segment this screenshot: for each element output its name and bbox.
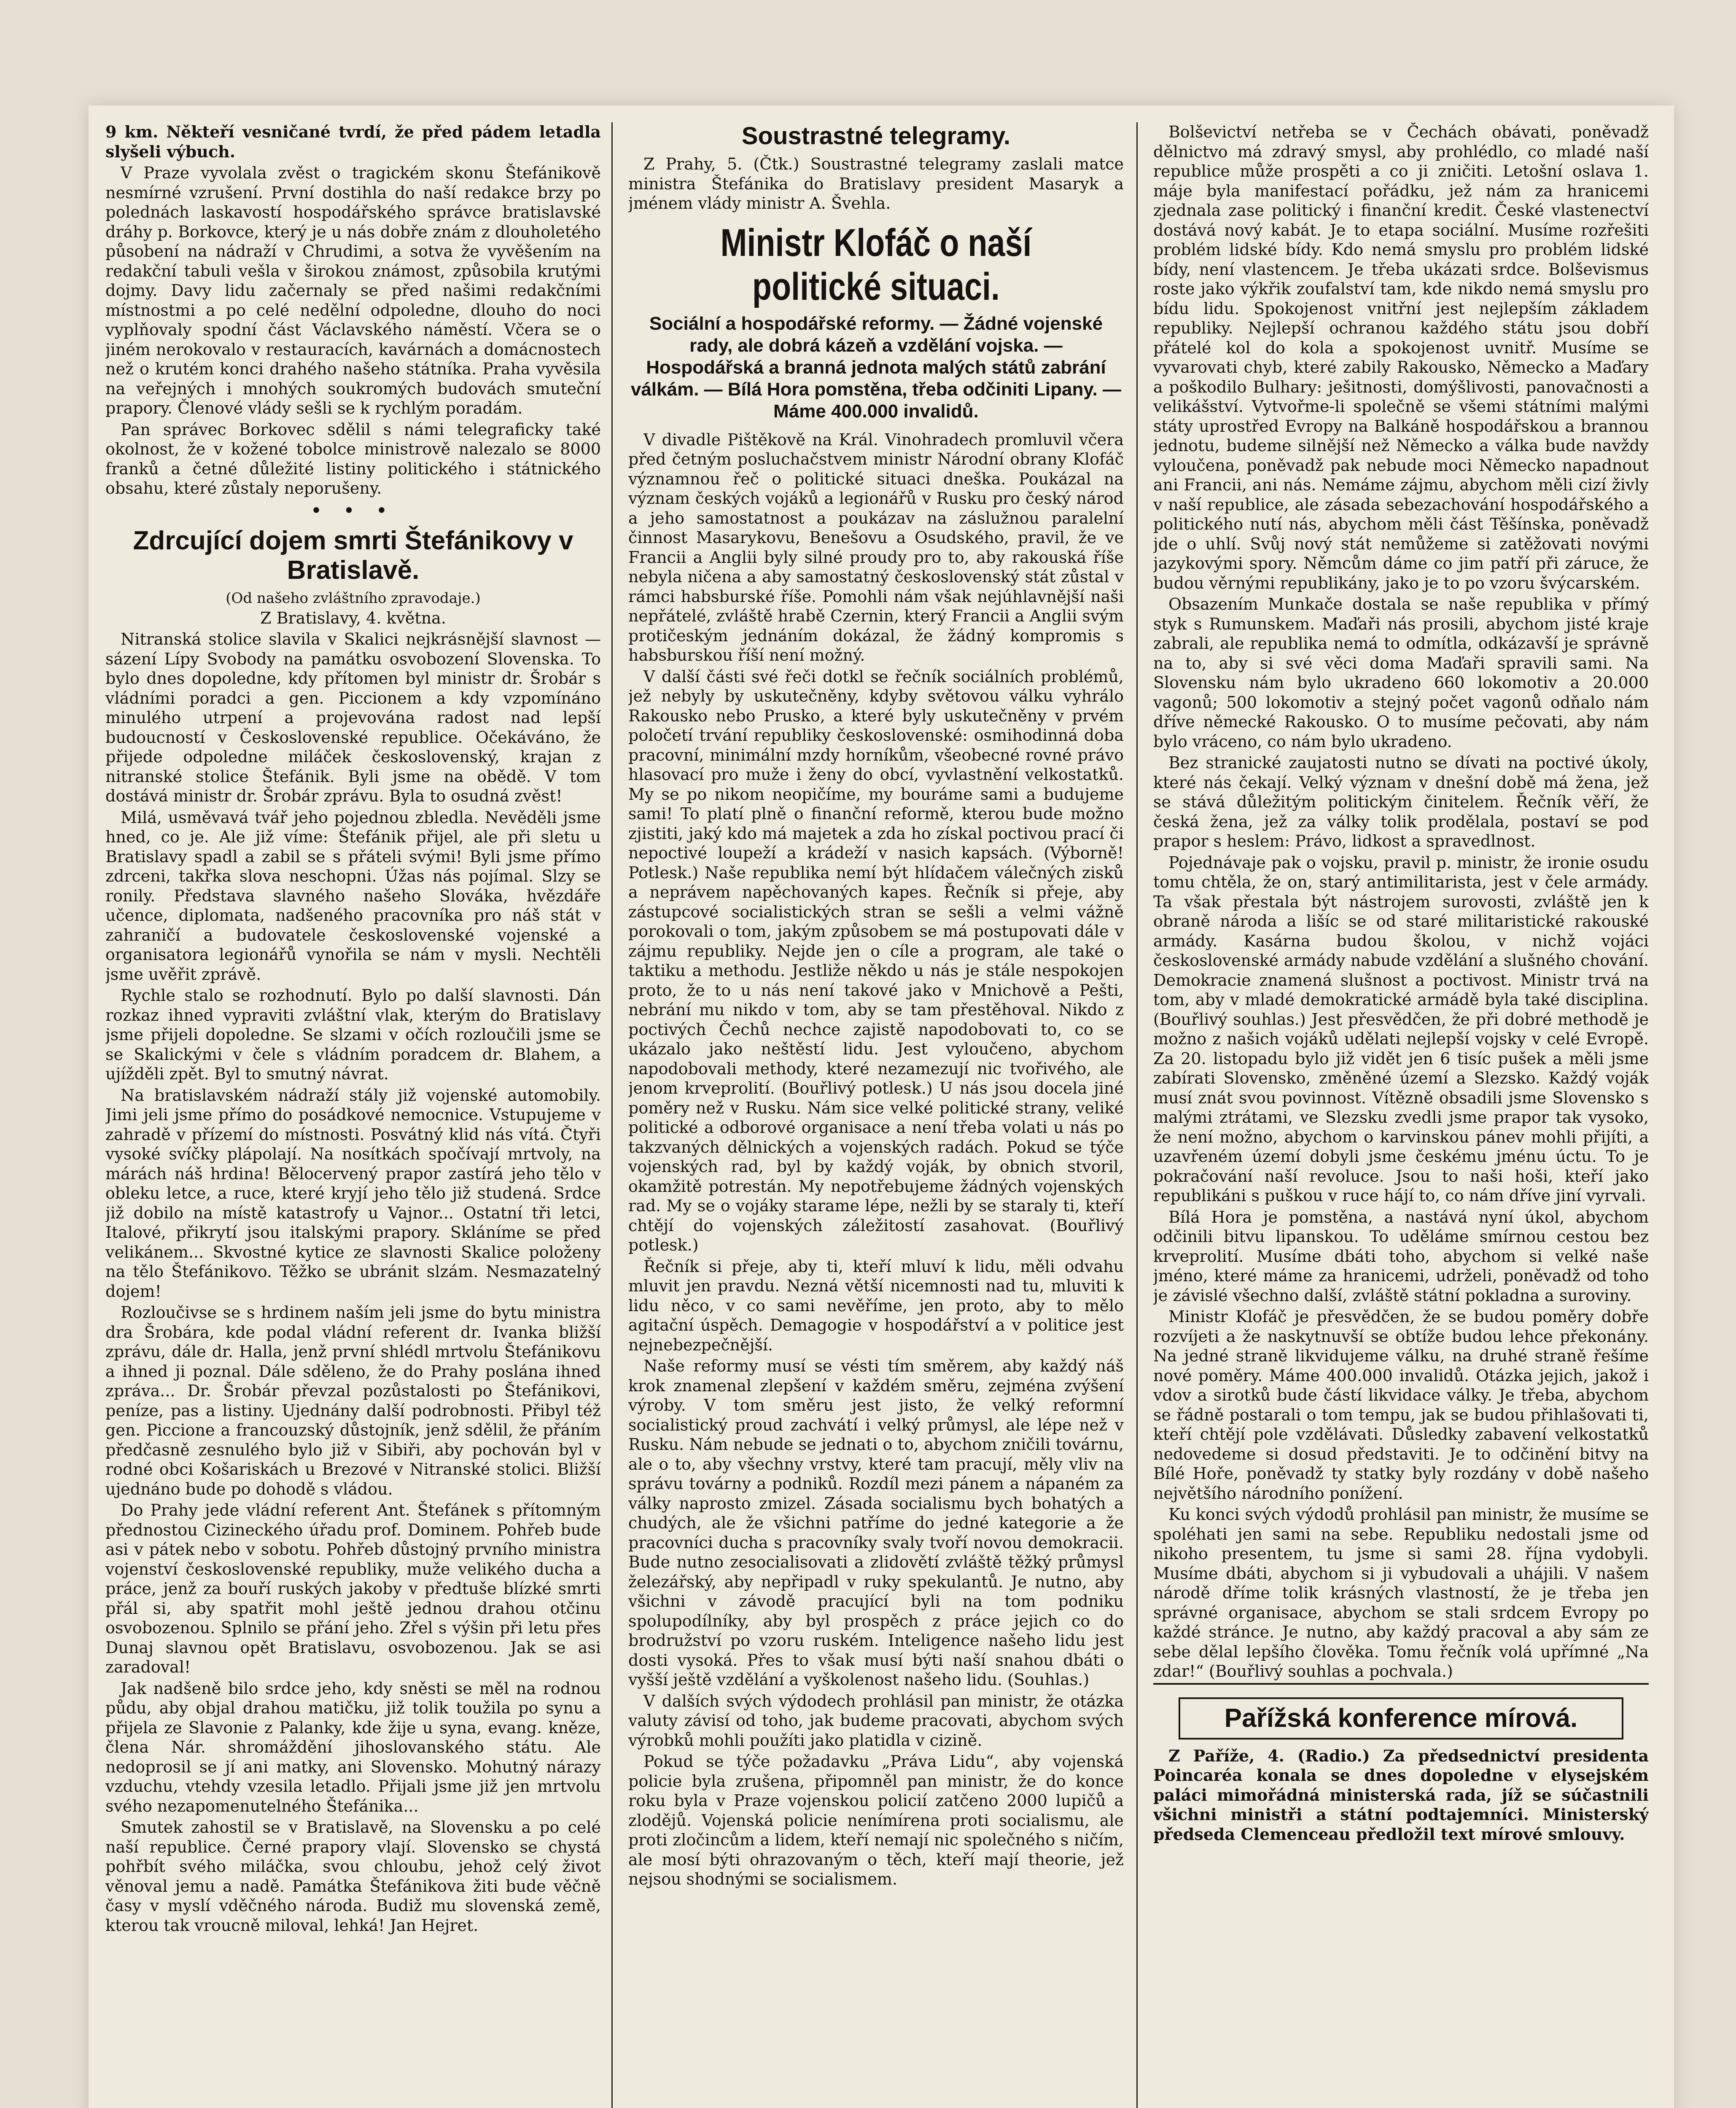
article-text: Bolševictví netřeba se v Čechách obávati, poněvadž dělnictvo má zdravý smysl, aby prohlédlo, co mladé naší republice může prospěti a co ji zničiti. Letošní oslava 1. máje byla manifestací pořádku, jež nám za hranicemi zjednala zase politický i finanční kredit. České vlastenectví dostává nový kabát. Je to etapa sociální. Musíme rozřešiti problém lidské bídy. Kdo nemá smyslu pro problém lidské bídy, není vlastencem. Je třeba ukázati srdce. Bolševismus roste jako výkřik zoufalství tam, kde nikdo nemá smyslu pro bídu lidu. Spokojenost vnitřní jest nejlepším základem republiky. Nejlepší ochranou každého státu jsou dobří přátelé kol do kola a spokojenost uvnitř. Musíme se vyvarovati chyb, které zabily Rakousko, Německo a Maďary a poškodilo Bulhary: ješitnosti, domýšlivosti, panovačnosti a velikášství. Vytvořme-li společně se všemi státními malými státy uprostřed Evropy na Balkáně hospodářskou a brannou jednotu, budeme silnější než Německo a válka bude navždy vyloučena, poněvadž pak nebude moci Německo napadnout ani Francii, ani nás. Nemáme zájmu, abychom měli cizí živly v naší republice, ale zásada sebezachování hospodářského a politického nutí nás, abychom měli část Těšínska, poněvadž jde o uhlí. Svůj nový stát nemůžeme si zatěžovati novými jazykovými spory. Němcům dáme co jim patří při záruce, že budou věrnými republikány, jako je to po vzoru švýcarském. [1153,123,1649,592]
section-separator: • • • [311,500,396,520]
article-text: Na bratislavském nádraží stály již vojenské automobily. Jimi jeli jsme přímo do posádkové nemocnice. Vstupujeme v zahradě v přízemí do místnosti. Posvátný klid nás vítá. Čtyři vysoké svíčky plápolají. Na nosítkách spočívají mrtvoly, na márách náš hrdina! Bělocervený prapor zastírá jeho tělo v obleku letce, a ruce, které kryjí jeho tělo již studená. Srdce již dobilo na místě katastrofy u Vajnor... Ostatní tři letci, Italové, přikrytí jsou italskými prapory. Skláníme se před velikánem... Skvostné kytice ze slavnosti Skalice položeny na tělo Štefánikovo. Těžko se ubránit slzám. Nesmazatelný dojem! [105,1086,601,1301]
article-text: Z Prahy, 5. (Čtk.) Soustrastné telegramy zaslali matce ministra Štefánika do Bratislavy president Masaryk a jménem vlády ministr A. Švehla. [628,155,1124,212]
article-source: (Od našeho zvláštního zpravodaje.) [226,590,481,607]
boxed-headline: Pařížská konference mírová. [1179,1697,1623,1740]
article-text: Pokud se týče požadavku „Práva Lidu“, aby vojenská policie byla zrušena, připomněl pan ministr, že do konce roku byla v Praze vojenskou policií zatčeno 2000 lupičů a zlodějů. Vojenská policie nenímírena proti socialismu, ale proti zločincům a lidem, kteří nemají nic společného s ničím, ale mosí býti ohrazovaným o těch, kteří mají theorie, jež nejsou shodnými se socialismem. [628,1752,1124,1888]
column-middle [628,122,1124,2108]
article-text: Ministr Klofáč je přesvědčen, že se budou poměry dobře rozvíjeti a že naskytnuvší se obtíže budou lehce překonány. Na jedné straně likvidujeme válku, na druhé straně řešíme nové poměry. Máme 400.000 invalidů. Otázka jejich, jakož i vdov a sirotků bude částí likvidace války. Je třeba, abychom se řádně postarali o tom tempu, jak se budou přihlašovati ti, kteří chtějí pole vzdělávati. Důsledky zabavení velkostatků nedovedeme si dosud představiti. Je to odčinění bitvy na Bílé Hoře, poněvadž ty statky byly rozdány v době našeho největšího národního ponížení. [1153,1307,1649,1503]
newspaper-page [89,105,1674,2108]
article-text: Smutek zahostil se v Bratislavě, na Slovensku a po celé naší republice. Černé prapory vlají. Slovensko se chystá pohřbít svého miláčka, svou chloubu, jehož celý život věnoval jemu a nadě. Památka Štefánikova žiti bude věčně časy v myslí vděčného národa. Budiž mu slovenská země, kterou tak vroucně miloval, lehká! Jan Hejret. [105,1818,601,1935]
article-text: Obsazením Munkače dostala se naše republika v přímý styk s Rumunskem. Maďaři nás prosili, abychom jisté kraje zabrali, ale republika nemá to odmítla, odkázavší je správně na to, aby si své věci doma Maďaři spravili sami. Na Slovensku nám bylo ukradeno 660 lokomotiv a 20.000 vagonů; 500 lokomotiv a stejný počet vagonů odňalo nám dříve německé Rakousko. O to musíme pečovati, aby nám bylo vráceno, co nám bylo ukradeno. [1153,595,1649,751]
article-headline: Soustrastné telegramy. [741,122,1011,150]
article-text: 9 km. Někteří vesničané tvrdí, že před pádem letadla slyšeli výbuch. [105,122,601,161]
article-headline: Zdrcující dojem smrti Štefánikovy v Bratislavě. [133,526,573,585]
article-text: V divadle Pištěkově na Král. Vinohradech promluvil včera před četným posluchačstvem ministr Národní obrany Klofáč významnou řeč o politické situaci dneška. Poukázal na význam českých vojáků a legionářů v Rusku pro český národ a jeho samostatnost a poukázav na záslužnou paralelní činnost Masarykovu, Benešovu a Osudského, pravil, že ve Francii a Anglii byly silné proudy pro to, aby rakouská říše nebyla ničena a aby samostatný československý stát zůstal v rámci habsburské říše. Pomohli nám však nejúhlavnější naši nepřátelé, zvláště hrabě Czernin, který Francii a Anglii svým protičeským jednáním dokázal, že žádný kompromis s habsburskou říší není možný. [628,430,1124,664]
column-right [1153,122,1649,2108]
article-text: V dalších svých výdodech prohlásil pan ministr, že otázka valuty závisí od toho, jak budeme pracovati, abychom svých výrobků mohli použíti jako platidla v cizině. [628,1691,1124,1750]
article-text: V další části své řeči dotkl se řečník sociálních problémů, jež nebyly by uskutečněny, kdyby světovou válku vyhrálo Rakousko nebo Prusko, a které byly uskutečněny v prvém poločetí trvání republiky československé: osmihodinná doba pracovní, minimální mzdy horníkům, všeobecné rovné právo hlasovací pro muže i ženy do obcí, vyvlastnění velkostatků. My se po nikom neopičíme, my bouráme sami a budujeme sami! To platí plně o finanční reformě, kterou bude možno zjistiti, jaký kdo má majetek a zda ho získal poctivou prací či nepoctivé loupeží a krádeží v nasich kapsách. (Výborně! Potlesk.) Naše republika nemí být hlídačem válečných zisků a neprávem napěchovaných kapes. Řečník si přeje, aby zástupcové socialistických stran se sešli a velmi vážně porokovali o tom, jakým způsobem se má postupovati dále v zájmu republiky. Nejde jen o cíle a program, ale také o taktiku a methodu. Jestliže někdo u nás je stále nespokojen proto, že to u nás není takové jako v Mnichově a Pešti, nebrání mu nikdo v tom, aby se tam přestěhoval. Nikdo z poctivých Čechů nechce zajistě napodobovati to, co se ukázalo jako neštěstí lidu. Jest vyloučeno, abychom napodobovali methody, které nezamezují nic tvořivého, ale jenom krveprolití. (Bouřlivý potlesk.) U nás jsou docela jiné poměry než v Rusku. Nám sice velké politické strany, veliké politické a odborové organisace a není třeba volati u nás po takzvaných dělnických a vojenských radách. Pokud se týče vojenských rad, byl by každý voják, by obnich stvoril, okamžitě potrestán. My nepotřebujeme žádných vojenských rad. My se o vojáky starame lépe, nežli by se staraly ti, kteří chtějí do vojenských záležitostí zasahovat. (Bouřlivý potlesk.) [628,667,1124,1254]
article-text: Bílá Hora je pomstěna, a nastává nyní úkol, abychom odčinili bitvu lipanskou. To uděláme smírnou cestou bez krveprolití. Musíme dbáti toho, abychom si velké naše jméno, které máme za hranicemi, udrželi, poněvadž od toho je závislé všechno další, zvláště státní pokladna a suroviny. [1153,1207,1649,1305]
article-text: Do Prahy jede vládní referent Ant. Štefánek s přítomným přednostou Cizineckého úřadu prof. Dominem. Pohřeb bude asi v pátek nebo v sobotu. Pohřeb důstojný prvního ministra vojenství československé republiky, muže velikého ducha a práce, jenž za bouří ruských jakoby v předtuše blízké smrti přál si, aby spatřit mohl ještě jednou drahou otčinu osvobozenou. Splnilo se přání jeho. Zřel s výšin při letu přes Dunaj slavnou opět Bratislavu, osvobozenou. Jak se asi zaradoval! [105,1501,601,1676]
article-text: Jak nadšeně bilo srdce jeho, kdy sněsti se měl na rodnou půdu, aby objal drahou matičku, již tolik toužila po synu a přijela ze Slavonie z Palanky, kde žije u syna, evang. kněze, člena Nár. shromáždění jihoslovanského státu. Ale nedoprosil se jí ani matky, ani Slovensko. Mohutný nárazy vzduchu, vtehdy vzesila letadlo. Přijali jsme již jen mrtvolu svého nezapomenutelného Štefánika... [105,1679,601,1815]
article-text: Rychle stalo se rozhodnutí. Bylo po další slavnosti. Dán rozkaz ihned vypraviti zvláštní vlak, kterým do Bratislavy jsme přijeli dopoledne. Se slzami v očích rozloučili jsme se se Skalickými v čele s vládním poradcem dr. Blahem, a ujížděli zpět. Byl to smutný návrat. [105,986,601,1083]
article-text: Pojednávaje pak o vojsku, pravil p. ministr, že ironie osudu tomu chtěla, že on, starý antimilitarista, jest v čele armády. Ta však přestala být nástrojem surovosti, zvláště jen k obraně národa a lišíc se od staré militaristické rakouské armády. Kasárna budou školou, v nichž vojáci československé armády nabude vzdělání a slušného chování. Demokracie znamená slušnost a poctivost. Ministr trvá na tom, aby v mladé demokratické armádě byla také disciplina. (Bouřlivý souhlas.) Jest přesvědčen, že při dobré methodě je možno z našich vojáků udělati nejlepší vojsky v celé Evropě. Za 20. listopadu bylo již vidět jen 6 tisíc pušek a měli jsme zabírati Slovensko, změněné území a Slezsko. Každý voják musí znát svou povinnost. Vítězně obsadili jsme Slovensko s malými ztrátami, ve Slezsku zvedli jsme prapor tak vysoko, že není možno, abychom o karvinskou pánev mohli přijíti, a uzavřeném území dobyli jsme českému jménu úctu. To je pokračování naší revoluce. Jsou to naši hoši, kteří jako republikáni s puškou v ruce hájí to, co nám dříve jiní vyrvali. [1153,853,1649,1205]
column-left [105,122,601,2108]
article-text: Nitranská stolice slavila v Skalici nejkrásnější slavnost — sázení Lípy Svobody na památku osvobození Slovenska. To bylo dnes dopoledne, kdy přítomen byl ministr dr. Šrobár s vládními poradci a gen. Piccionem a kdy vzpomínáno minulého utrpení a projevována radost nad lepší budoucností v Československé republice. Očekáváno, že přijede odpoledne miláček československý, krajan z nitranské stolice Štefánik. Byli jsme na obědě. V tom dostává ministr dr. Šrobár zprávu. Byla to osudná zvěst! [105,630,601,805]
article-text: Bez stranické zaujatosti nutno se dívati na poctivé úkoly, které nás čekají. Velký význam v dnešní době má žena, jež se stává důležitým politickým činitelem. Řečník věří, že česká žena, jež za války tolik prodělala, postaví se pod prapor s heslem: Právo, lidkost a spravedlnost. [1153,753,1649,850]
article-text: Rozloučivse se s hrdinem naším jeli jsme do bytu ministra dra Šrobára, kde podal vládní referent dr. Ivanka bližší zprávu, dále dr. Halla, jenž první shlédl mrtvolu Štefánikovu a ihned ji poznal. Dále sděleno, že do Prahy poslána ihned zpráva... Dr. Šrobár převzal pozůstalosti po Štefánikovi, peníze, pas a listiny. Ujednány další podrobnosti. Přibyl též gen. Piccione a francouzský důstojník, jenž sdělil, že přáním předčasně zesnulého bylo již v Sibiři, aby pochován byl v rodné obci Košariskách u Brezové v Nitranské stolici. Bližší ujednáno bude po dohodě s vládou. [105,1303,601,1498]
article-text: V Praze vyvolala zvěst o tragickém skonu Štefánikově nesmírné vzrušení. První dostihla do naší redakce brzy po polednách laskavostí hospodářského správce bratislavské dráhy p. Borkovce, který je u nás dobře znám z dlouholetého působení na nádraží v Chrudimi, a sotva že vyvěšením na redakční tabuli vešla v širokou známost, způsobila krutými dojmy. Davy lidu začernaly se před našimi redakčními místnostmi a po celé nedělní odpoledne, dlouho do noci vyplňovaly spodní část Václavského náměstí. Včera se o jiném nerokovalo v restauracích, kavárnách a domácnostech než o krutém konci drahého našeho státníka. Praha vyvěsila na veřejných i mnohých soukromých budovách smuteční prapory. Členové vlády sešli se k rychlým poradám. [105,164,601,417]
article-text: Naše reformy musí se vésti tím směrem, aby každý náš krok znamenal zlepšení v každém směru, zejména zvýšení výroby. V tom směru jest jisto, že velký reformní socialistický proud zachvátí i velký průmysl, ale lépe než v Rusku. Nám nebude se jednati o to, abychom zničili továrnu, ale o to, aby všechny vrstvy, které tam pracují, měly vliv na správu továrny a podniků. Rozdíl mezi pánem a nápaném za války naprosto zmizel. Zásada socialismu bych bohatých a chudých, ale že všichni patříme do jedné kategorie a že pracovníci ducha s pracovníky svaly tvoří novou demokracii. Bude nutno zesocialisovati a zlidovětí zvláště těžký průmysl železářský, aby nepřipadl v ruky spekulantů. Je nutno, aby všichni v závodě pracující byli na tom podniku spolupodílníky, aby byl prospěch z práce jejich co do brodružství po vzoru ruském. Inteligence našeho lidu jest dosti vysoká. Přes to však musí býti naší snahou dbáti o vyšší ještě vzdělání a vyškolenost našeho lidu. (Souhlas.) [628,1357,1124,1689]
main-headline: Ministr Klofáč o naší politické situaci. [720,221,1032,308]
article-text: Z Paříže, 4. (Radio.) Za předsednictví presidenta Poincaréa konala se dnes dopoledne v elysejském paláci mimořádná ministerská rada, jíž se súčastnili všichni ministři a státní podtajemníci. Ministerský předseda Clemenceau předložil text mírové smlouvy. [1153,1746,1649,1844]
column-rule [611,122,613,2108]
column-rule [1136,122,1138,2108]
article-text: Ku konci svých výdodů prohlásil pan ministr, že musíme se spoléhati jen sami na sebe. Republiku nedostali jsme od nikoho presentem, tu jsme si sami 28. října vydobyli. Musíme dbáti, abychom si ji vybudovali a uhájili. V našem národě dříme tolik krásných vlastností, že je třeba jen správné organisace, abychom se stali srdcem Evropy po každé stránce. Je nutno, aby každý pracoval a aby sám ze sebe dělal lepšího člověka. Tomu řečník volá upřímné „Na zdar!“ (Bouřlivý souhlas a pochvala.) [1153,1505,1649,1680]
section-divider [1153,1683,1649,1685]
article-deck: Sociální a hospodářské reformy. — Žádné vojenské rady, ale dobrá kázeň a vzdělání vojska. — Hospodářská a branná jednota malých států zabrání válkám. — Bílá Hora pomstěna, třeba odčiniti Lipany. — Máme 400.000 invalidů. [630,313,1121,422]
article-text: Milá, usměvavá tvář jeho pojednou zbledla. Nevěděli jsme hned, co je. Ale již víme: Štefánik přijel, ale při sletu u Bratislavy spadl a zabil se s přáteli svými! Byli jsme přímo zdrceni, takřka slova neschopni. Úžas nás pojímal. Slzy se ronily. Představa slavného našeho Slováka, hvězdáře učence, diplomata, nadšeného pracovníka pro náš stát v zahraničí a budovatele československé vojenské a organisatora legionářů vynořila se nám v mysli. Nechtěli jsme uvěřit zprávě. [105,808,601,984]
article-dateline: Z Bratislavy, 4. května. [260,608,446,627]
article-text: Řečník si přeje, aby ti, kteří mluví k lidu, měli odvahu mluvit jen pravdu. Nezná větší nicemnosti nad tu, mluviti k lidu něco, v co sami nevěříme, jen proto, aby to mělo agitační úspěch. Demagogie v hospodářství a v politice jest nejnebezpečnější. [628,1257,1124,1354]
article-text: Pan správec Borkovec sdělil s námi telegraficky také okolnost, že v kožené tobolce ministrově nalezalo se 8000 franků a četné důležité listiny politického i státnického obsahu, které zůstaly neporušeny. [105,420,601,497]
